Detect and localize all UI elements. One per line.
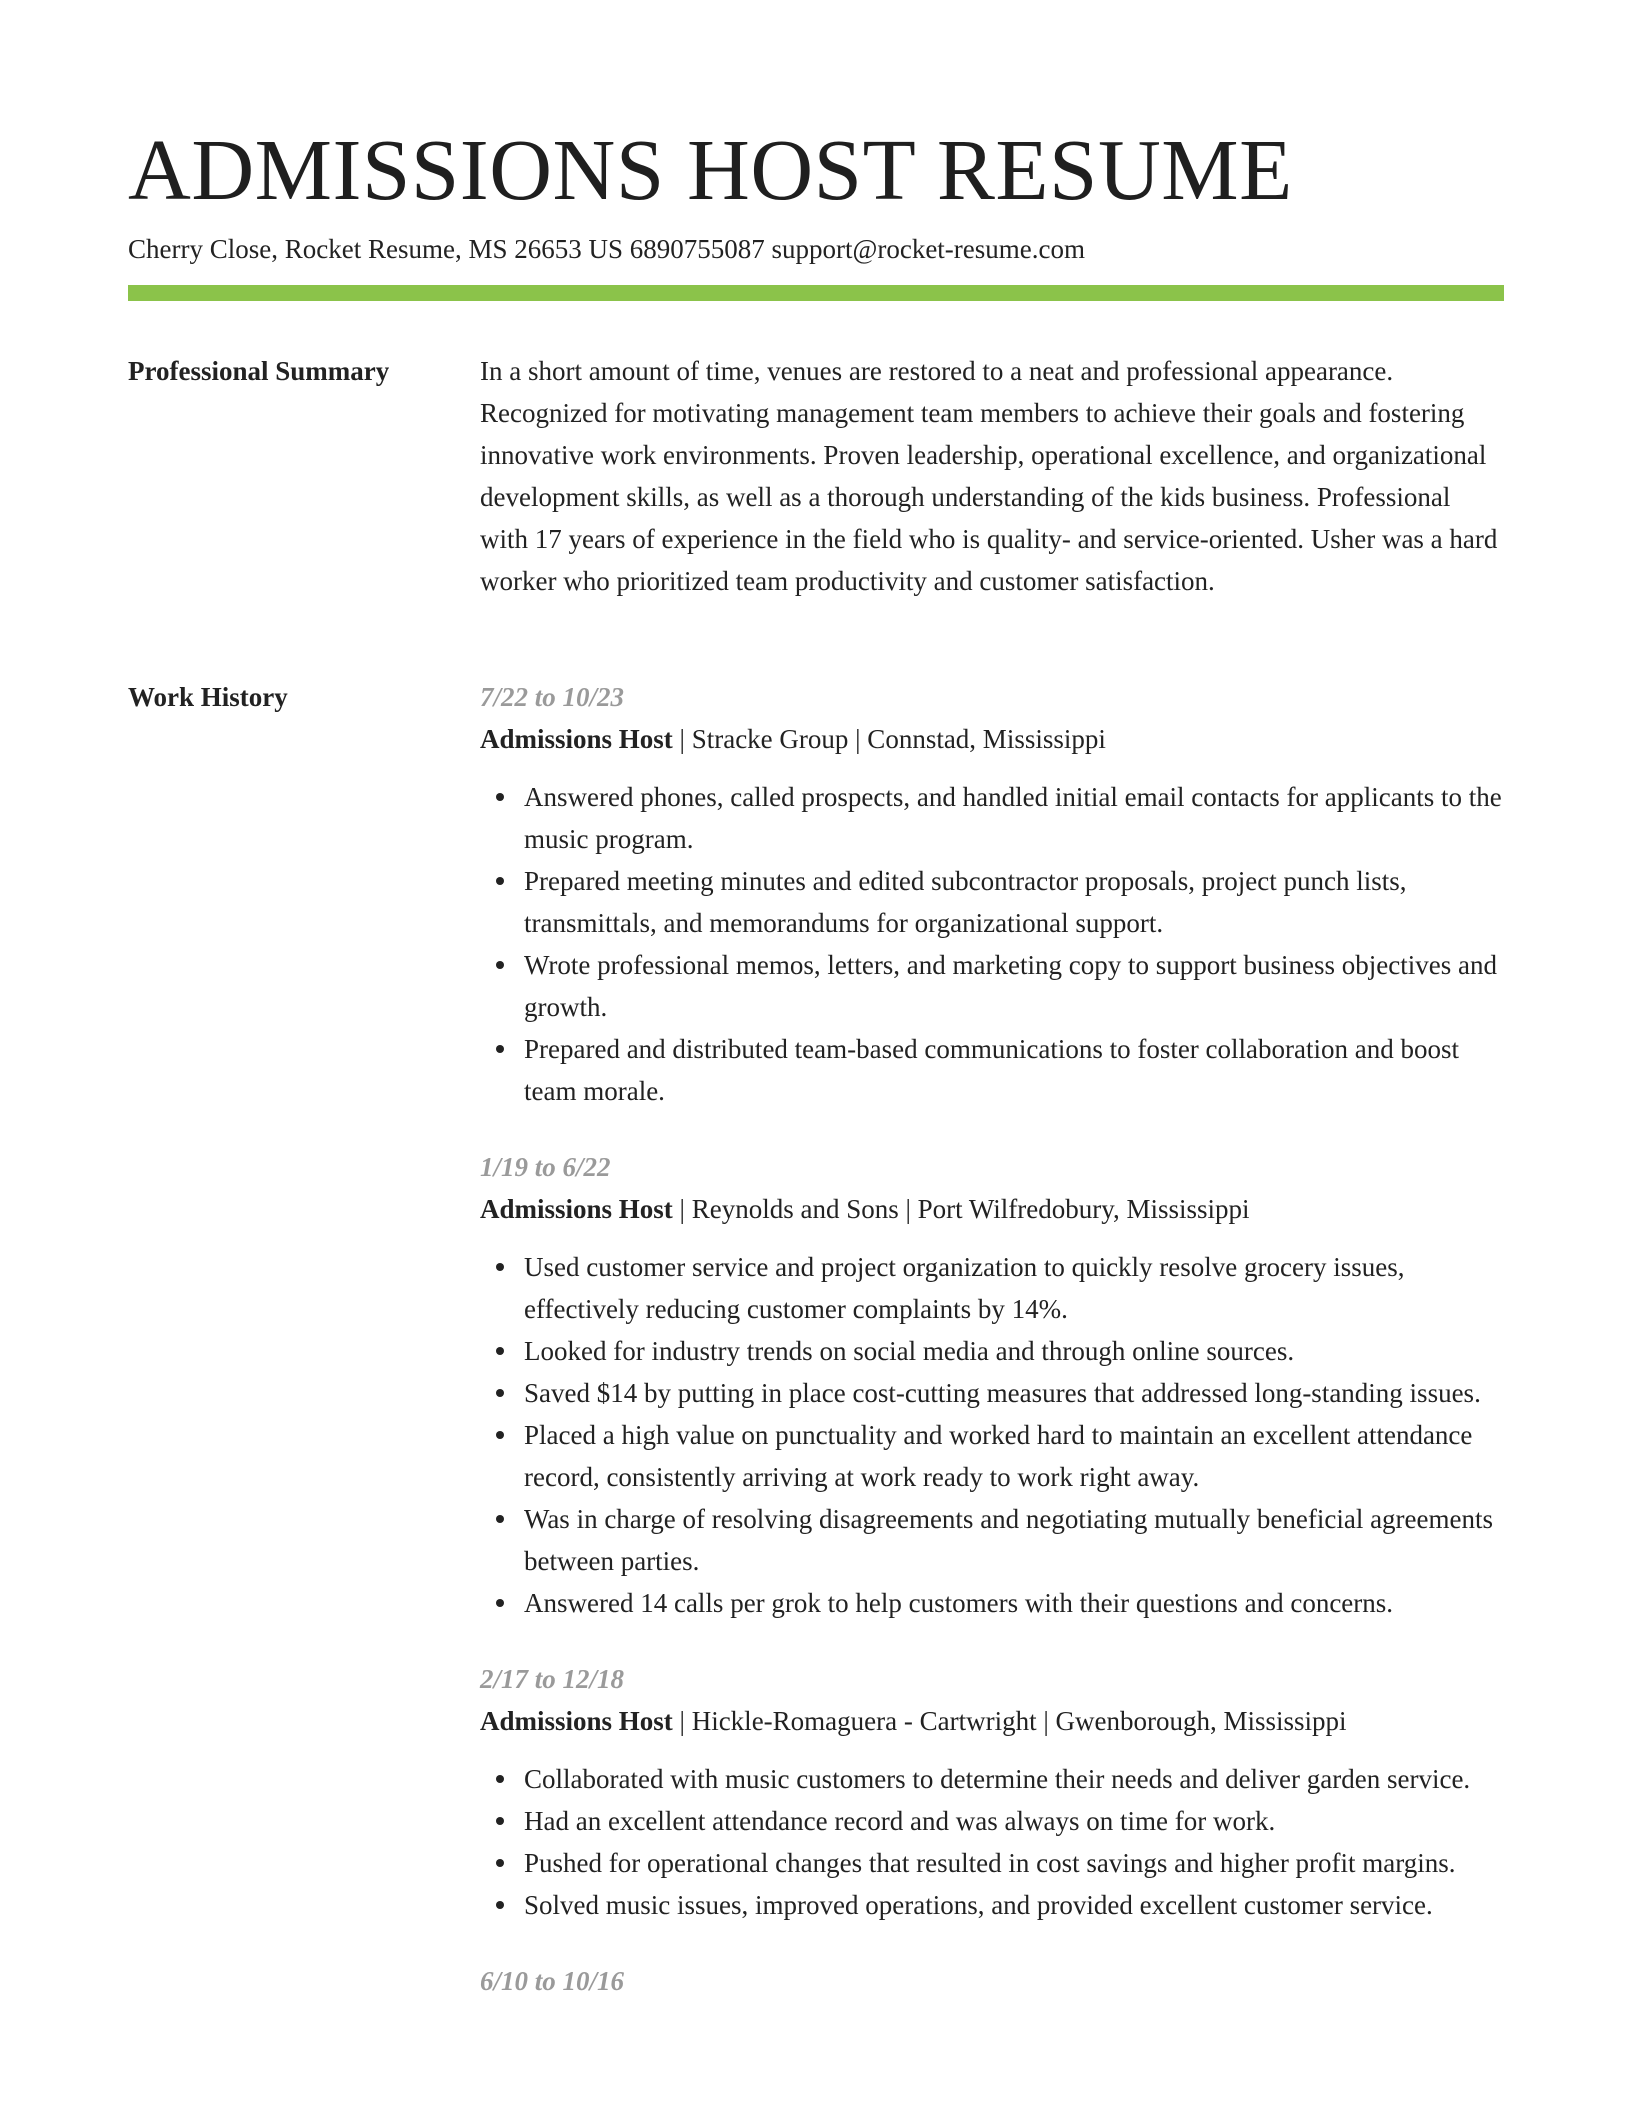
job-bullet: Answered 14 calls per grok to help customers with their questions and concerns. — [524, 1582, 1504, 1624]
job-title: Admissions Host — [480, 1706, 673, 1736]
job-bullet: Prepared meeting minutes and edited subcontractor proposals, project punch lists, transmittals, and memorandums for organizational support. — [524, 860, 1504, 944]
job-entry — [480, 1658, 1504, 1926]
job-title: Admissions Host — [480, 724, 673, 754]
contact-line: Cherry Close, Rocket Resume, MS 26653 US 6890755087 support@rocket-resume.com — [128, 234, 1085, 264]
job-bullet: Collaborated with music customers to determine their needs and deliver garden service. — [524, 1758, 1504, 1800]
job-bullet-list — [480, 776, 1504, 1112]
job-bullet-list — [480, 1246, 1504, 1624]
job-entry — [480, 1960, 1504, 2002]
job-bullet: Prepared and distributed team-based communications to foster collaboration and boost team morale. — [524, 1028, 1504, 1112]
resume-title: ADMISSIONS HOST RESUME — [128, 121, 1293, 218]
job-bullet: Saved $14 by putting in place cost-cutting measures that addressed long-standing issues. — [524, 1372, 1504, 1414]
job-details: | Stracke Group | Connstad, Mississippi — [672, 724, 1106, 754]
job-entry — [480, 676, 1504, 1112]
job-details: | Hickle-Romaguera - Cartwright | Gwenborough, Mississippi — [672, 1706, 1347, 1736]
summary-section — [480, 350, 1504, 602]
job-entry — [480, 1146, 1504, 1624]
summary-text: In a short amount of time, venues are restored to a neat and professional appearance. Recognized for motivating management team members to achieve their goals and fostering innovative work environments. Proven leadership, operational excellence, and organizational development skills, as well as a thorough understanding of the kids business. Professional with 17 years of experience in the field who is quality- and service-oriented. Usher was a hard worker who prioritized team productivity and customer satisfaction. — [480, 356, 1498, 596]
job-bullet-list — [480, 1758, 1504, 1926]
job-bullet: Looked for industry trends on social media and through online sources. — [524, 1330, 1504, 1372]
job-dates: 6/10 to 10/16 — [480, 1966, 625, 1996]
job-bullet: Solved music issues, improved operations, and provided excellent customer service. — [524, 1884, 1504, 1926]
job-heading — [480, 1188, 1504, 1230]
summary-section-label: Professional Summary — [128, 356, 390, 386]
work-history-section-label: Work History — [128, 682, 288, 712]
job-bullet: Placed a high value on punctuality and worked hard to maintain an excellent attendance record, consistently arriving at work ready to work right away. — [524, 1414, 1504, 1498]
job-bullet: Used customer service and project organization to quickly resolve grocery issues, effectively reducing customer complaints by 14%. — [524, 1246, 1504, 1330]
job-dates: 7/22 to 10/23 — [480, 682, 625, 712]
job-heading — [480, 1700, 1504, 1742]
job-bullet: Was in charge of resolving disagreements and negotiating mutually beneficial agreements between parties. — [524, 1498, 1504, 1582]
job-heading — [480, 718, 1504, 760]
header-divider — [128, 285, 1504, 301]
job-bullet: Wrote professional memos, letters, and marketing copy to support business objectives and growth. — [524, 944, 1504, 1028]
job-dates: 1/19 to 6/22 — [480, 1152, 611, 1182]
job-bullet: Had an excellent attendance record and was always on time for work. — [524, 1800, 1504, 1842]
job-dates: 2/17 to 12/18 — [480, 1664, 625, 1694]
job-title: Admissions Host — [480, 1194, 673, 1224]
job-bullet: Answered phones, called prospects, and handled initial email contacts for applicants to the music program. — [524, 776, 1504, 860]
job-bullet: Pushed for operational changes that resulted in cost savings and higher profit margins. — [524, 1842, 1504, 1884]
job-details: | Reynolds and Sons | Port Wilfredobury, Mississippi — [672, 1194, 1250, 1224]
work-history-section — [480, 676, 1504, 2036]
